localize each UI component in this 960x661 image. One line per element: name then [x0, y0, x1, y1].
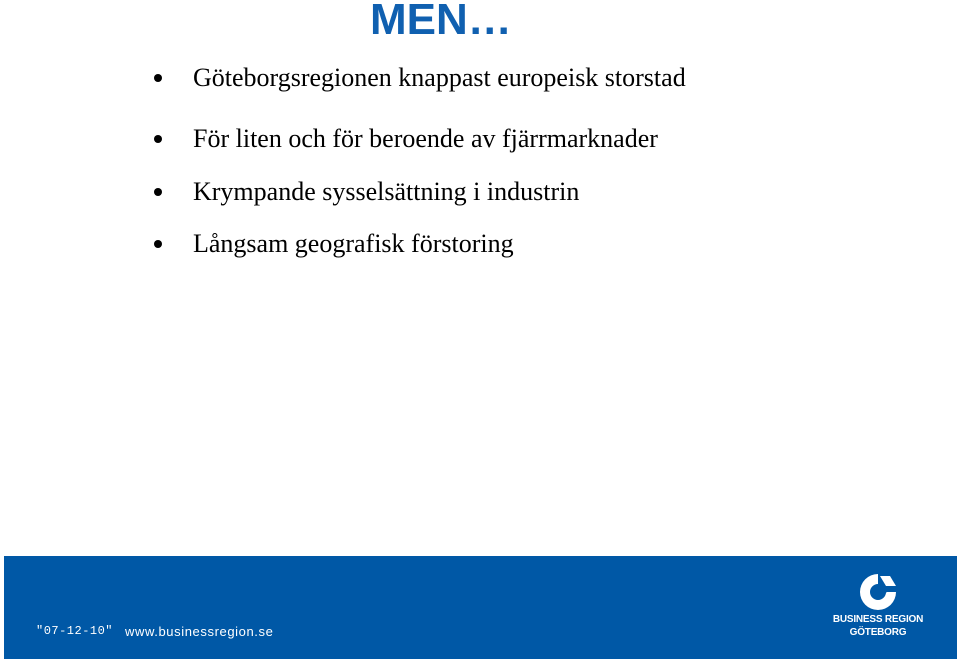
bullet-text: För liten och för beroende av fjärrmarknader: [193, 124, 658, 153]
bullet-text: Långsam geografisk förstoring: [193, 229, 514, 258]
logo-text-line2: GÖTEBORG: [849, 627, 907, 638]
bullet-dot-icon: [154, 135, 162, 143]
footer-date: "07-12-10": [36, 624, 114, 638]
bullet-dot-icon: [154, 240, 162, 248]
bullet-dot-icon: [154, 74, 162, 82]
g-swirl-logo-icon: [856, 572, 900, 612]
slide-title: MEN…: [370, 0, 512, 44]
footer-bar: [4, 556, 957, 659]
bullet-dot-icon: [154, 188, 162, 196]
footer-url: www.businessregion.se: [125, 624, 274, 639]
bullet-text: Krympande sysselsättning i industrin: [193, 177, 580, 206]
business-region-logo: [826, 572, 930, 642]
logo-text-line1: BUSINESS REGION: [832, 614, 924, 625]
bullet-text: Göteborgsregionen knappast europeisk storstad: [193, 63, 686, 92]
